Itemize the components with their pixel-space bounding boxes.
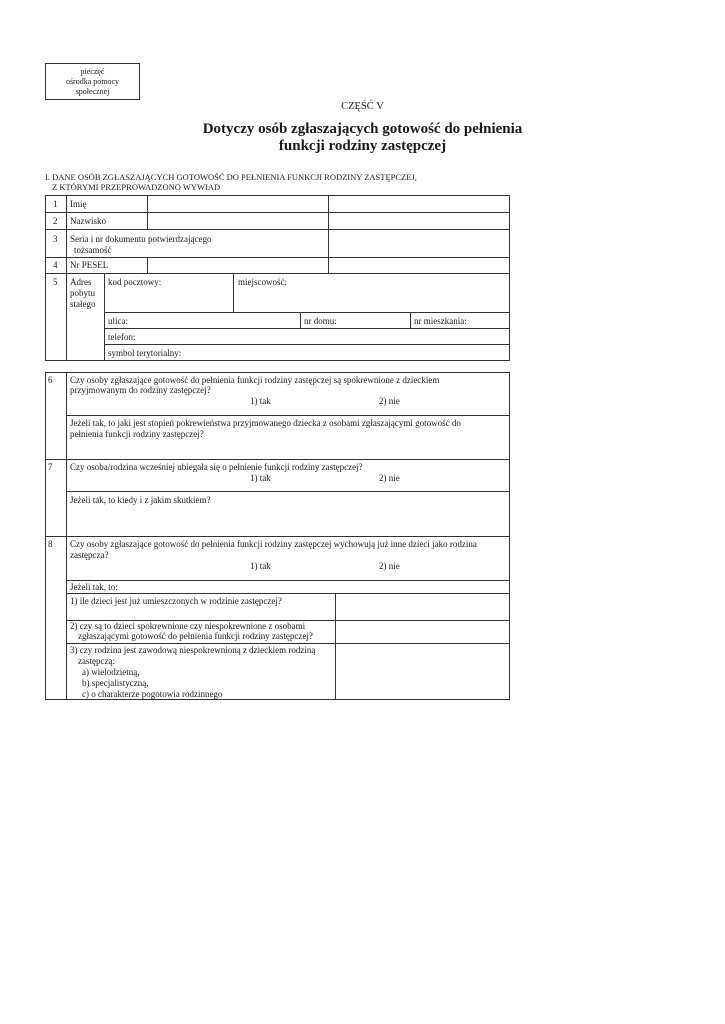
column-divider xyxy=(233,273,234,312)
id-document-label-line-1: Seria i nr dokumentu potwierdzającego xyxy=(70,234,212,244)
page-title xyxy=(0,121,725,155)
row-number: 3 xyxy=(53,234,58,244)
row-divider xyxy=(104,344,510,345)
postal-code-label: kod pocztowy: xyxy=(108,277,162,287)
office-stamp-box xyxy=(45,63,140,100)
house-number-label: nr domu: xyxy=(304,316,337,326)
q7-option-yes[interactable]: 1) tak xyxy=(250,473,271,483)
row-number: 1 xyxy=(53,199,58,209)
q6-question-line-1: Czy osoby zgłaszające gotowość do pełnienia funkcji rodziny zastępczej są spokrewnione z dzieckiem xyxy=(70,375,440,385)
stamp-line-1: pieczęć xyxy=(80,67,105,76)
pesel-field-2[interactable] xyxy=(329,258,509,272)
section-heading-line-1: I. DANE OSÓB ZGŁASZAJĄCYCH GOTOWOŚĆ DO PEŁNIENIA FUNKCJI RODZINY ZASTĘPCZEJ, xyxy=(45,172,417,182)
address-label-line-2: pobytu xyxy=(70,288,96,298)
q7-option-no[interactable]: 2) nie xyxy=(379,473,400,483)
section-heading-line-2: Z KTÓRYMI PRZEPROWADZONO WYWIAD xyxy=(52,182,221,192)
q6-option-yes[interactable]: 1) tak xyxy=(250,396,271,406)
stamp-line-2: ośrodka pomocy xyxy=(65,77,120,86)
row-divider xyxy=(104,328,510,329)
stamp-line-3: społecznej xyxy=(75,87,110,96)
question-number: 6 xyxy=(48,375,53,385)
city-label: miejscowość: xyxy=(238,277,287,287)
q8-option-c[interactable]: c) o charakterze pogotowia rodzinnego xyxy=(82,689,223,699)
column-divider xyxy=(300,312,301,328)
q8-option-b[interactable]: b) specjalistyczną, xyxy=(82,678,149,688)
first-name-field-2[interactable] xyxy=(329,196,509,211)
apartment-number-label: nr mieszkania: xyxy=(414,316,467,326)
row-divider xyxy=(45,459,510,460)
row-divider xyxy=(66,491,510,492)
q8-subquestion-2-line-2: zgłaszającymi gotowość do pełnienia funkcji rodziny zastępczej? xyxy=(78,631,313,641)
q6-followup-line-1: Jeżeli tak, to jaki jest stopień pokrewieństwa przyjmowanego dziecka z osobami zgłaszającymi gotowość do xyxy=(70,418,461,428)
q7-question: Czy osoba/rodzina wcześniej ubiegała się o pełnienie funkcji rodziny zastępczej? xyxy=(70,462,363,472)
row-divider xyxy=(45,273,510,274)
row-divider xyxy=(66,580,510,581)
first-name-field[interactable] xyxy=(148,196,327,211)
q8-question-line-2: zastępcza? xyxy=(70,550,109,560)
row-number: 4 xyxy=(53,260,58,270)
question-number: 7 xyxy=(48,462,53,472)
q8-subquestion-2-answer[interactable] xyxy=(336,621,509,642)
section-heading xyxy=(45,172,417,192)
q6-option-no[interactable]: 2) nie xyxy=(379,396,400,406)
column-divider xyxy=(410,312,411,328)
id-document-label-line-2: tożsamość xyxy=(74,245,112,255)
q6-question-line-2: przyjmowanym do rodziny zastępczej? xyxy=(70,385,211,395)
q8-option-yes[interactable]: 1) tak xyxy=(250,561,271,571)
address-label-line-3: stałego xyxy=(70,299,96,309)
q8-if-yes-label: Jeżeli tak, to: xyxy=(70,582,118,592)
id-document-field[interactable] xyxy=(329,230,509,256)
address-label-line-1: Adres xyxy=(70,277,92,287)
q8-subquestion-2-line-1: 2) czy są to dzieci spokrewnione czy niespokrewnione z osobami xyxy=(70,621,306,631)
last-name-field[interactable] xyxy=(148,213,327,228)
q8-subquestion-1: 1) ile dzieci jest już umieszczonych w rodzinie zastępczej? xyxy=(70,596,282,606)
title-line-1: Dotyczy osób zgłaszających gotowość do pełnienia xyxy=(202,121,523,137)
territorial-symbol-label: symbol terytorialny: xyxy=(108,348,182,358)
row-number: 5 xyxy=(53,277,58,287)
part-label: CZĘŚĆ V xyxy=(341,101,384,112)
column-divider xyxy=(104,273,105,361)
row-divider xyxy=(66,415,510,416)
column-divider xyxy=(66,195,67,361)
phone-label: telefon: xyxy=(108,332,136,342)
q7-answer-area[interactable] xyxy=(67,507,509,535)
q8-option-no[interactable]: 2) nie xyxy=(379,561,400,571)
column-divider xyxy=(66,372,67,700)
last-name-label: Nazwisko xyxy=(70,216,106,226)
street-label: ulica: xyxy=(108,316,128,326)
q6-followup-line-2: pełnienia funkcji rodziny zastępczej? xyxy=(70,429,204,439)
last-name-field-2[interactable] xyxy=(329,213,509,228)
row-divider xyxy=(45,536,510,537)
q8-subquestion-1-answer[interactable] xyxy=(336,594,509,619)
row-number: 2 xyxy=(53,216,58,226)
first-name-label: Imię xyxy=(70,199,87,209)
q8-subquestion-3-line-1: 3) czy rodzina jest zawodową niespokrewnioną z dzieckiem rodziną xyxy=(70,645,316,655)
pesel-label: Nr PESEL xyxy=(70,260,109,270)
row-divider xyxy=(104,312,510,313)
q8-subquestion-3-answer[interactable] xyxy=(336,644,509,699)
q8-option-a[interactable]: a) wielodzietną, xyxy=(82,667,140,677)
question-number: 8 xyxy=(48,539,53,549)
title-line-2: funkcji rodziny zastępczej xyxy=(278,138,447,154)
q8-question-line-1: Czy osoby zgłaszające gotowość do pełnienia funkcji rodziny zastępczej wychowują już inne dzieci jako rodzina xyxy=(70,539,477,549)
q8-subquestion-3-line-2: zastępczą: xyxy=(78,656,115,666)
pesel-field[interactable] xyxy=(148,258,327,272)
q6-answer-area[interactable] xyxy=(67,440,509,458)
q7-followup: Jeżeli tak, to kiedy i z jakim skutkiem? xyxy=(70,495,211,505)
